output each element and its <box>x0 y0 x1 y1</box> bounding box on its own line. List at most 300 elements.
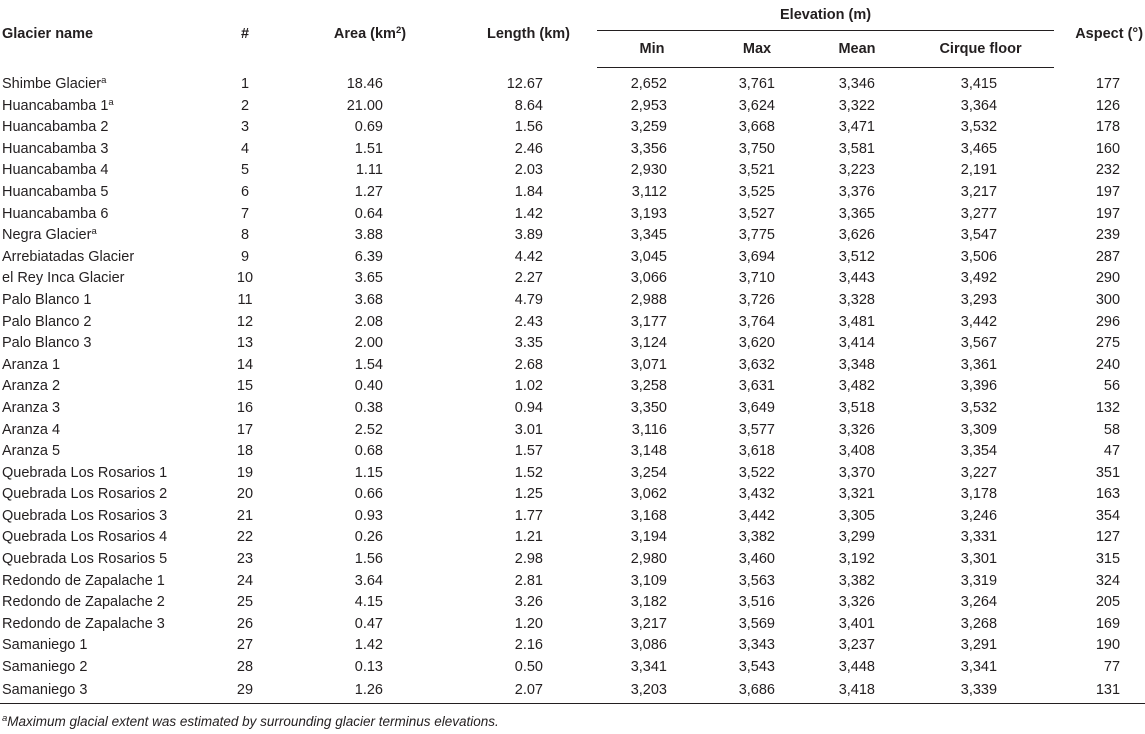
cell-elevation-mean: 3,418 <box>807 679 907 704</box>
glacier-name-text: Redondo de Zapalache 3 <box>2 615 165 632</box>
table-row <box>0 549 1145 571</box>
cell-elevation-mean: 3,348 <box>838 356 875 373</box>
table-row <box>0 74 1145 96</box>
cell-glacier-name <box>0 96 210 118</box>
header-elevation-max: Max <box>707 31 807 68</box>
cell-number: 23 <box>236 551 254 568</box>
cell-elevation-max: 3,522 <box>738 464 775 481</box>
table-row <box>0 398 1145 420</box>
header-area-suffix: ) <box>401 25 407 42</box>
cell-glacier-name <box>0 160 210 182</box>
table-row <box>0 333 1145 355</box>
cell-area: 6.39 <box>354 248 383 265</box>
cell-cirque-floor: 3,465 <box>960 140 998 157</box>
cell-cirque-floor: 3,291 <box>960 637 998 654</box>
cell-cirque-floor: 3,532 <box>960 399 998 416</box>
glacier-name-text: Samaniego 3 <box>2 681 88 698</box>
cell-elevation-min: 3,062 <box>630 486 667 503</box>
glacier-name-text: Aranza 1 <box>2 356 61 373</box>
cell-aspect: 132 <box>1095 399 1121 416</box>
cell-glacier-name <box>0 592 210 614</box>
cell-area: 1.27 <box>354 183 383 200</box>
cell-length: 1.77 <box>514 507 543 524</box>
cell-elevation-max: 3,761 <box>738 76 775 92</box>
cell-elevation-mean: 3,192 <box>838 551 875 568</box>
cell-elevation-min: 3,345 <box>630 227 667 244</box>
cell-number: 7 <box>240 205 250 222</box>
cell-aspect: 205 <box>1095 594 1121 611</box>
cell-glacier-name <box>0 117 210 139</box>
cell-cirque-floor: 3,277 <box>960 205 998 222</box>
cell-aspect: 240 <box>1095 356 1121 373</box>
cell-area: 0.13 <box>354 659 383 676</box>
cell-cirque-floor: 3,217 <box>960 183 998 200</box>
cell-elevation-max: 3,432 <box>738 486 775 503</box>
cell-area: 1.15 <box>354 464 383 481</box>
cell-elevation-max: 3,694 <box>738 248 775 265</box>
cell-number: 28 <box>236 659 254 676</box>
cell-number: 15 <box>236 378 254 395</box>
cell-glacier-name <box>0 225 210 247</box>
cell-elevation-mean: 3,370 <box>838 464 875 481</box>
cell-length: 1.52 <box>514 464 543 481</box>
cell-elevation-min: 3,045 <box>630 248 667 265</box>
cell-elevation-mean: 3,376 <box>838 183 875 200</box>
cell-cirque-floor: 3,268 <box>960 615 998 632</box>
cell-glacier-name <box>0 247 210 269</box>
header-area-sup: 2 <box>395 24 402 36</box>
cell-glacier-name <box>0 268 210 290</box>
cell-elevation-mean: 3,512 <box>838 248 875 265</box>
cell-elevation-max: 3,649 <box>738 399 775 416</box>
table-row <box>0 484 1145 506</box>
cell-elevation-min: 3,341 <box>630 659 667 676</box>
cell-aspect: 239 <box>1095 227 1121 244</box>
cell-aspect: 351 <box>1095 464 1121 481</box>
cell-elevation-max: 3,563 <box>738 572 775 589</box>
table-row <box>0 117 1145 139</box>
cell-length: 2.46 <box>514 140 543 157</box>
cell-cirque-floor: 3,547 <box>960 227 998 244</box>
cell-elevation-min: 3,356 <box>630 140 667 157</box>
cell-elevation-mean: 3,481 <box>838 313 875 330</box>
glacier-name-text: Huancabamba 6 <box>2 205 109 222</box>
table-row <box>0 312 1145 334</box>
cell-cirque-floor: 3,264 <box>960 594 998 611</box>
cell-glacier-name <box>0 571 210 593</box>
cell-area: 1.54 <box>354 356 383 373</box>
cell-glacier-name <box>0 182 210 204</box>
cell-aspect: 163 <box>1095 486 1121 503</box>
cell-glacier-name <box>0 376 210 398</box>
table-row <box>0 679 1145 704</box>
header-number: # <box>240 25 250 42</box>
cell-elevation-mean: 3,471 <box>838 119 875 136</box>
glacier-name-text: Huancabamba 1 <box>2 97 109 114</box>
glacier-name-text: Palo Blanco 1 <box>2 291 92 308</box>
cell-cirque-floor: 3,361 <box>960 356 998 373</box>
table-row <box>0 355 1145 377</box>
header-aspect: Aspect (°) <box>1075 25 1144 42</box>
cell-length: 3.89 <box>514 227 543 244</box>
cell-elevation-max: 3,460 <box>738 551 775 568</box>
cell-number: 17 <box>236 421 254 438</box>
cell-number: 9 <box>240 248 250 265</box>
cell-elevation-max: 3,620 <box>738 335 775 352</box>
cell-aspect: 47 <box>1103 443 1121 460</box>
glacier-name-text: Aranza 5 <box>2 443 61 460</box>
glacier-name-text: Negra Glacier <box>2 227 92 244</box>
cell-area: 2.00 <box>354 335 383 352</box>
glacier-name-text: Quebrada Los Rosarios 4 <box>2 529 168 546</box>
cell-aspect: 177 <box>1095 76 1121 92</box>
cell-length: 4.42 <box>514 248 543 265</box>
cell-length: 4.79 <box>514 291 543 308</box>
glacier-name-text: Quebrada Los Rosarios 2 <box>2 486 168 503</box>
cell-length: 3.35 <box>514 335 543 352</box>
cell-area: 1.42 <box>354 637 383 654</box>
cell-length: 1.57 <box>514 443 543 460</box>
cell-length: 2.43 <box>514 313 543 330</box>
cell-elevation-min: 3,258 <box>630 378 667 395</box>
cell-length: 1.56 <box>514 119 543 136</box>
table-row <box>0 441 1145 463</box>
table-row <box>0 139 1145 161</box>
cell-area: 1.56 <box>354 551 383 568</box>
cell-elevation-min: 3,109 <box>630 572 667 589</box>
cell-aspect: 315 <box>1095 551 1121 568</box>
glacier-name-text: Samaniego 2 <box>2 659 88 676</box>
cell-area: 1.51 <box>354 140 383 157</box>
cell-cirque-floor: 3,319 <box>960 572 998 589</box>
cell-elevation-mean: 3,581 <box>838 140 875 157</box>
cell-elevation-max: 3,624 <box>738 97 775 114</box>
cell-aspect: 287 <box>1095 248 1121 265</box>
table-row <box>0 614 1145 636</box>
cell-elevation-min: 3,203 <box>597 679 707 704</box>
cell-elevation-max: 3,726 <box>738 291 775 308</box>
cell-elevation-mean: 3,237 <box>838 637 875 654</box>
cell-glacier-name <box>0 657 210 679</box>
cell-aspect: 58 <box>1103 421 1121 438</box>
footnote-marker: a <box>101 75 107 86</box>
cell-area: 2.08 <box>354 313 383 330</box>
cell-elevation-min: 2,652 <box>630 76 667 92</box>
cell-glacier-name <box>0 139 210 161</box>
cell-aspect: 77 <box>1103 659 1121 676</box>
cell-cirque-floor: 3,354 <box>960 443 998 460</box>
cell-cirque-floor: 3,339 <box>907 679 1054 704</box>
cell-number: 10 <box>236 270 254 287</box>
cell-elevation-mean: 3,626 <box>838 227 875 244</box>
cell-number: 3 <box>240 119 250 136</box>
header-length: Length (km) <box>487 25 570 42</box>
cell-aspect: 126 <box>1095 97 1121 114</box>
cell-glacier-name <box>0 204 210 226</box>
header-elevation-mean: Mean <box>807 31 907 68</box>
cell-elevation-mean: 3,322 <box>838 97 875 114</box>
cell-glacier-name <box>0 484 210 506</box>
cell-area: 0.66 <box>354 486 383 503</box>
table-row <box>0 635 1145 657</box>
cell-cirque-floor: 3,331 <box>960 529 998 546</box>
cell-length: 2.03 <box>514 162 543 179</box>
cell-area: 21.00 <box>346 97 383 114</box>
cell-number: 29 <box>210 679 280 704</box>
glacier-name-text: Quebrada Los Rosarios 1 <box>2 464 168 481</box>
glacier-name-text: Huancabamba 2 <box>2 119 109 136</box>
cell-number: 1 <box>240 76 250 92</box>
cell-area: 0.26 <box>354 529 383 546</box>
cell-area: 3.65 <box>354 270 383 287</box>
cell-glacier-name <box>0 635 210 657</box>
cell-elevation-mean: 3,518 <box>838 399 875 416</box>
table-row <box>0 160 1145 182</box>
cell-cirque-floor: 3,364 <box>960 97 998 114</box>
cell-elevation-max: 3,750 <box>738 140 775 157</box>
footnote-marker: a <box>108 96 114 108</box>
cell-elevation-max: 3,543 <box>738 659 775 676</box>
glacier-name-text: el Rey Inca Glacier <box>2 270 125 287</box>
cell-glacier-name <box>0 312 210 334</box>
cell-glacier-name <box>0 527 210 549</box>
cell-cirque-floor: 3,246 <box>960 507 998 524</box>
table-row <box>0 463 1145 485</box>
cell-length: 1.20 <box>514 615 543 632</box>
cell-cirque-floor: 3,532 <box>960 119 998 136</box>
cell-glacier-name <box>0 441 210 463</box>
table-row <box>0 204 1145 226</box>
cell-cirque-floor: 3,178 <box>960 486 998 503</box>
cell-elevation-min: 3,066 <box>630 270 667 287</box>
cell-number: 4 <box>240 140 250 157</box>
cell-number: 13 <box>236 335 254 352</box>
footnote-marker: a <box>91 226 97 238</box>
cell-elevation-mean: 3,321 <box>838 486 875 503</box>
cell-elevation-max: 3,686 <box>707 679 807 704</box>
cell-elevation-min: 3,086 <box>630 637 667 654</box>
cell-aspect: 354 <box>1095 507 1121 524</box>
glacier-name-text: Quebrada Los Rosarios 5 <box>2 551 168 568</box>
cell-elevation-mean: 3,326 <box>838 594 875 611</box>
cell-elevation-max: 3,525 <box>738 183 775 200</box>
cell-length: 12.67 <box>506 76 543 92</box>
cell-area: 0.38 <box>354 399 383 416</box>
glacier-name-text: Huancabamba 3 <box>2 140 109 157</box>
cell-elevation-max: 3,618 <box>738 443 775 460</box>
cell-elevation-mean: 3,414 <box>838 335 875 352</box>
cell-length: 1.21 <box>514 529 543 546</box>
cell-elevation-min: 3,193 <box>630 205 667 222</box>
cell-area: 4.15 <box>354 594 383 611</box>
cell-aspect: 178 <box>1095 119 1121 136</box>
cell-elevation-mean: 3,328 <box>838 291 875 308</box>
table-header <box>0 0 1145 68</box>
glacier-name-text: Huancabamba 5 <box>2 183 109 200</box>
glacier-name-text: Aranza 3 <box>2 399 61 416</box>
cell-cirque-floor: 3,415 <box>960 76 998 92</box>
cell-length: 0.50 <box>514 659 543 676</box>
footnote-text: Maximum glacial extent was estimated by surrounding glacier terminus elevations. <box>7 714 499 729</box>
cell-number: 14 <box>236 356 254 373</box>
table-row <box>0 592 1145 614</box>
cell-elevation-mean: 3,382 <box>838 572 875 589</box>
cell-cirque-floor: 3,293 <box>960 291 998 308</box>
glacier-name-text: Palo Blanco 2 <box>2 313 92 330</box>
cell-elevation-mean: 3,365 <box>838 205 875 222</box>
cell-number: 8 <box>240 227 250 244</box>
cell-aspect: 169 <box>1095 615 1121 632</box>
cell-elevation-min: 3,259 <box>630 119 667 136</box>
cell-elevation-mean: 3,448 <box>838 659 875 676</box>
cell-aspect: 160 <box>1095 140 1121 157</box>
glacier-name-text: Samaniego 1 <box>2 637 88 654</box>
cell-elevation-min: 3,177 <box>630 313 667 330</box>
cell-elevation-max: 3,775 <box>738 227 775 244</box>
cell-cirque-floor: 3,341 <box>960 659 998 676</box>
glacier-name-text: Redondo de Zapalache 1 <box>2 572 165 589</box>
cell-glacier-name <box>0 333 210 355</box>
cell-area: 2.52 <box>354 421 383 438</box>
cell-elevation-max: 3,569 <box>738 615 775 632</box>
cell-length: 2.07 <box>460 679 597 704</box>
glacier-name-text: Shimbe Glacier <box>2 76 102 92</box>
cell-elevation-min: 3,182 <box>630 594 667 611</box>
cell-area: 18.46 <box>346 76 383 92</box>
cell-elevation-max: 3,527 <box>738 205 775 222</box>
cell-aspect: 131 <box>1054 679 1145 704</box>
glacier-name-text: Aranza 2 <box>2 378 61 395</box>
cell-number: 25 <box>236 594 254 611</box>
table-row <box>0 376 1145 398</box>
cell-cirque-floor: 3,301 <box>960 551 998 568</box>
glacier-name-text: Huancabamba 4 <box>2 162 109 179</box>
cell-elevation-min: 3,254 <box>630 464 667 481</box>
cell-cirque-floor: 3,506 <box>960 248 998 265</box>
cell-area: 3.68 <box>354 291 383 308</box>
cell-glacier-name <box>0 74 210 96</box>
cell-number: 20 <box>236 486 254 503</box>
cell-aspect: 232 <box>1095 162 1121 179</box>
cell-elevation-max: 3,668 <box>738 119 775 136</box>
cell-number: 18 <box>236 443 254 460</box>
header-elevation-cirque: Cirque floor <box>907 31 1054 68</box>
table-footnote <box>2 714 499 729</box>
cell-length: 2.16 <box>514 637 543 654</box>
cell-elevation-min: 3,124 <box>630 335 667 352</box>
cell-elevation-min: 2,988 <box>630 291 667 308</box>
cell-elevation-max: 3,577 <box>738 421 775 438</box>
table-row <box>0 247 1145 269</box>
cell-elevation-mean: 3,223 <box>838 162 875 179</box>
cell-aspect: 324 <box>1095 572 1121 589</box>
cell-number: 21 <box>236 507 254 524</box>
cell-glacier-name <box>0 614 210 636</box>
cell-length: 1.42 <box>514 205 543 222</box>
cell-area: 0.40 <box>354 378 383 395</box>
cell-elevation-min: 3,350 <box>630 399 667 416</box>
footnote-marker: a <box>2 713 8 724</box>
header-area <box>280 0 460 68</box>
cell-length: 1.84 <box>514 183 543 200</box>
cell-glacier-name <box>0 290 210 312</box>
cell-number: 22 <box>236 529 254 546</box>
cell-elevation-mean: 3,326 <box>838 421 875 438</box>
table-body <box>0 68 1145 704</box>
cell-glacier-name <box>0 420 210 442</box>
cell-elevation-min: 3,071 <box>630 356 667 373</box>
table-row <box>0 506 1145 528</box>
cell-length: 1.25 <box>514 486 543 503</box>
cell-elevation-max: 3,442 <box>738 507 775 524</box>
cell-length: 3.01 <box>514 421 543 438</box>
cell-elevation-max: 3,343 <box>738 637 775 654</box>
cell-elevation-min: 2,980 <box>630 551 667 568</box>
cell-length: 2.27 <box>514 270 543 287</box>
cell-elevation-max: 3,632 <box>738 356 775 373</box>
cell-length: 2.81 <box>514 572 543 589</box>
cell-elevation-mean: 3,408 <box>838 443 875 460</box>
table-row <box>0 420 1145 442</box>
table-row <box>0 225 1145 247</box>
cell-area: 0.68 <box>354 443 383 460</box>
header-glacier-name: Glacier name <box>2 25 94 42</box>
glacier-name-text: Palo Blanco 3 <box>2 335 92 352</box>
cell-glacier-name <box>0 549 210 571</box>
cell-length: 3.26 <box>514 594 543 611</box>
table-row <box>0 657 1145 679</box>
cell-elevation-max: 3,631 <box>738 378 775 395</box>
glacier-name-text: Quebrada Los Rosarios 3 <box>2 507 168 524</box>
cell-aspect: 127 <box>1095 529 1121 546</box>
header-area-prefix: Area (km <box>333 25 396 42</box>
cell-cirque-floor: 3,442 <box>960 313 998 330</box>
cell-elevation-mean: 3,401 <box>838 615 875 632</box>
cell-glacier-name <box>0 463 210 485</box>
cell-number: 2 <box>240 97 250 114</box>
cell-number: 27 <box>236 637 254 654</box>
cell-elevation-min: 2,953 <box>630 97 667 114</box>
cell-length: 1.02 <box>514 378 543 395</box>
cell-elevation-mean: 3,482 <box>838 378 875 395</box>
table-row <box>0 290 1145 312</box>
cell-number: 11 <box>237 291 253 308</box>
glacier-name-text: Arrebiatadas Glacier <box>2 248 135 265</box>
cell-area: 1.26 <box>280 679 460 704</box>
cell-elevation-mean: 3,305 <box>838 507 875 524</box>
cell-number: 26 <box>236 615 254 632</box>
cell-glacier-name <box>0 398 210 420</box>
cell-aspect: 290 <box>1095 270 1121 287</box>
cell-length: 0.94 <box>514 399 543 416</box>
cell-elevation-min: 3,148 <box>630 443 667 460</box>
table-row <box>0 527 1145 549</box>
cell-aspect: 300 <box>1095 291 1121 308</box>
cell-elevation-min: 3,194 <box>630 529 667 546</box>
cell-area: 1.11 <box>355 162 383 179</box>
cell-glacier-name <box>0 506 210 528</box>
cell-length: 8.64 <box>514 97 543 114</box>
cell-elevation-max: 3,382 <box>738 529 775 546</box>
table-row <box>0 182 1145 204</box>
cell-elevation-min: 3,168 <box>630 507 667 524</box>
header-elevation: Elevation (m) <box>597 0 1054 31</box>
cell-number: 12 <box>236 313 254 330</box>
cell-elevation-max: 3,521 <box>738 162 775 179</box>
cell-cirque-floor: 3,309 <box>960 421 998 438</box>
cell-number: 16 <box>236 399 254 416</box>
cell-aspect: 197 <box>1095 183 1121 200</box>
